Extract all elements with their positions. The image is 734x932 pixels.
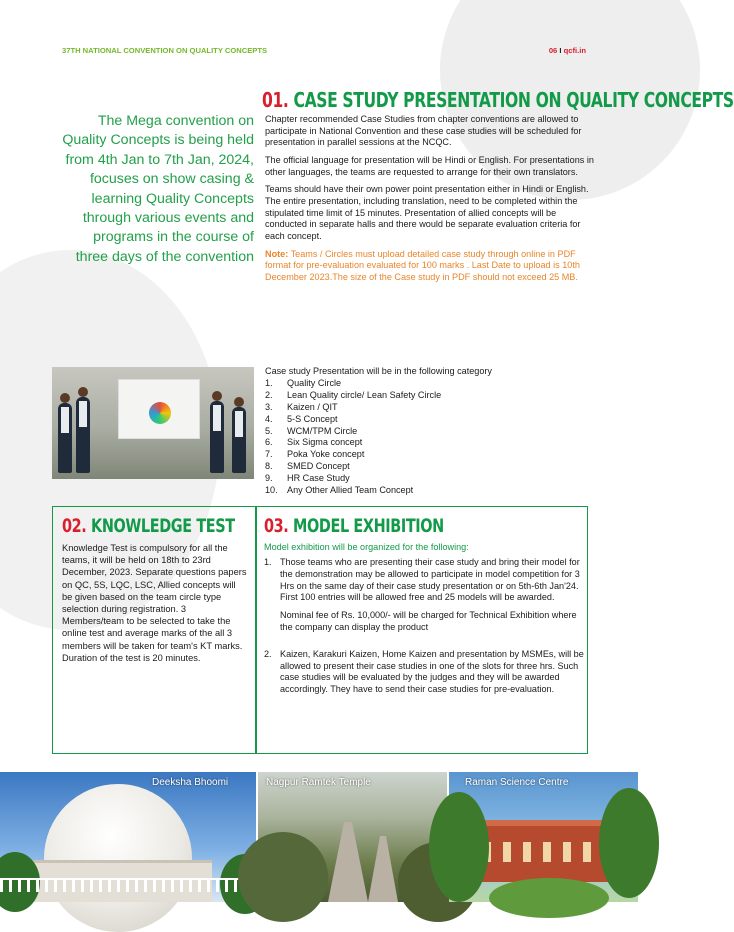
category-item [265, 449, 595, 461]
category-label: SMED Concept [287, 461, 350, 472]
category-label: Quality Circle [287, 377, 342, 388]
presentation-photo [52, 367, 254, 479]
category-item [265, 473, 595, 485]
paragraph: The official language for presentation will be Hindi or English. For presentations in other languages, the teams are requested to arrange for their own translators. [265, 154, 594, 177]
pull-quote: The Mega convention on Quality Concepts is being held from 4th Jan to 7th Jan, 2024, focuses on show casing & learning Quality Concepts through various events and programs in the course of three days of the convention [62, 113, 254, 265]
raman-science-centre-photo [449, 772, 638, 902]
category-number: 5. [265, 425, 273, 436]
category-number: 1. [265, 377, 273, 388]
header-site: qcfi.in [563, 46, 586, 55]
section-number: 03. [264, 516, 289, 537]
model-exhibition-lead: Model exhibition will be organized for the following: [264, 542, 469, 552]
section-title-text: MODEL EXHIBITION [293, 516, 444, 537]
section-3-title [264, 516, 444, 537]
category-number: 10. [265, 485, 278, 496]
note [265, 249, 595, 284]
category-item [265, 437, 595, 449]
photo-strip [0, 772, 638, 902]
category-item [265, 414, 595, 426]
knowledge-test-body: Knowledge Test is compulsory for all the teams, it will be held on 18th to 23rd December, 2023. Separate questions papers on QC, 5S, LQC, LSC, Allied concepts will be given based on the team circle type selection during registration. 3 Members/team to be selected to take the online test and average marks of the all 3 members will be taken for team's KT marks. Duration of the test is 20 minutes. [62, 543, 247, 663]
stupa-dome [44, 784, 192, 932]
header-page-info [549, 46, 586, 55]
note-label: Note: [265, 248, 289, 259]
category-item [265, 485, 595, 497]
section-2-title [62, 516, 235, 537]
category-number: 7. [265, 449, 273, 460]
category-intro: Case study Presentation will be in the following category [265, 366, 492, 376]
photo-caption: Raman Science Centre [465, 777, 569, 788]
section-number: 02. [62, 516, 87, 537]
category-number: 2. [265, 389, 273, 400]
header-separator: I [559, 46, 562, 55]
header-title: 37TH NATIONAL CONVENTION ON QUALITY CONCEPTS [62, 46, 268, 55]
section-1-title [262, 88, 734, 112]
category-label: WCM/TPM Circle [287, 425, 358, 436]
item-number: 2. [264, 648, 272, 659]
item-number: 1. [264, 557, 272, 567]
category-number: 9. [265, 473, 273, 484]
temple-spire [328, 822, 368, 902]
category-label: 5-S Concept [287, 413, 338, 424]
paragraph: Chapter recommended Case Studies from chapter conventions are allowed to participate in National Convention and these case studies will be scheduled for presentation in parallel sessions at the NCQC. [265, 114, 582, 148]
model-exhibition-body [264, 557, 584, 711]
section-title-text: KNOWLEDGE TEST [91, 516, 235, 537]
photo-caption: Nagpur Ramtek Temple [266, 777, 371, 788]
box-divider [255, 507, 257, 753]
category-item [265, 402, 595, 414]
note-text: Teams / Circles must upload detailed case study through online in PDF format for pre-evaluation evaluated for 100 marks . Last Date to upload is 10th December 2023.The size of the Case study in PDF should not exceed 25 MB. [265, 248, 580, 282]
paragraph: Teams should have their own power point presentation either in Hindi or English. The entire presentation, including translation, need to be completed within the stipulated time limit of 15 minutes. Presentation of allied concepts will be conducted in separate halls and there would be separate evaluation criteria for each concept. [265, 184, 589, 241]
paragraph: Kaizen, Karakuri Kaizen, Home Kaizen and presentation by MSMEs, will be allowed to present their case studies in one of the slots for three hrs. Such case studies will be evaluated by the judges and they will be awarded accordingly. They have to send their case studies for pre-evaluation. [280, 648, 584, 695]
category-number: 8. [265, 461, 273, 472]
list-item [264, 557, 584, 640]
page-number: 06 [548, 46, 558, 55]
photo-caption: Deeksha Bhoomi [152, 777, 229, 788]
paragraph: Those teams who are presenting their case study and bring their model for the demonstration may be allowed to participate in model competition for 3 Hrs on the same day of their case study presentation or on 5th-6th Jan'24. First 100 entries will be allowed free and 25 models will be awarded. [280, 557, 580, 603]
category-label: Kaizen / QIT [287, 401, 338, 412]
page-header [62, 46, 586, 55]
railing [0, 878, 256, 892]
category-list [265, 366, 595, 497]
category-number: 4. [265, 413, 273, 424]
category-item [265, 378, 595, 390]
category-label: HR Case Study [287, 473, 350, 484]
list-item [264, 649, 584, 702]
category-item [265, 461, 595, 473]
section-number: 01. [262, 88, 289, 112]
section-title-text: CASE STUDY PRESENTATION ON QUALITY CONCEPTS [293, 88, 734, 112]
category-label: Six Sigma concept [287, 437, 363, 448]
projection-screen [118, 379, 200, 439]
category-label: Any Other Allied Team Concept [287, 485, 414, 496]
category-number: 6. [265, 437, 273, 448]
deeksha-bhoomi-photo [0, 772, 256, 902]
category-number: 3. [265, 401, 273, 412]
category-label: Lean Quality circle/ Lean Safety Circle [287, 389, 442, 400]
category-label: Poka Yoke concept [287, 449, 365, 460]
paragraph: Nominal fee of Rs. 10,000/- will be charged for Technical Exhibition where the company can display the product [280, 610, 577, 632]
category-item [265, 426, 595, 438]
section-1-body [265, 114, 595, 289]
category-item [265, 390, 595, 402]
science-centre-building [469, 820, 619, 882]
ramtek-temple-photo [258, 772, 447, 902]
